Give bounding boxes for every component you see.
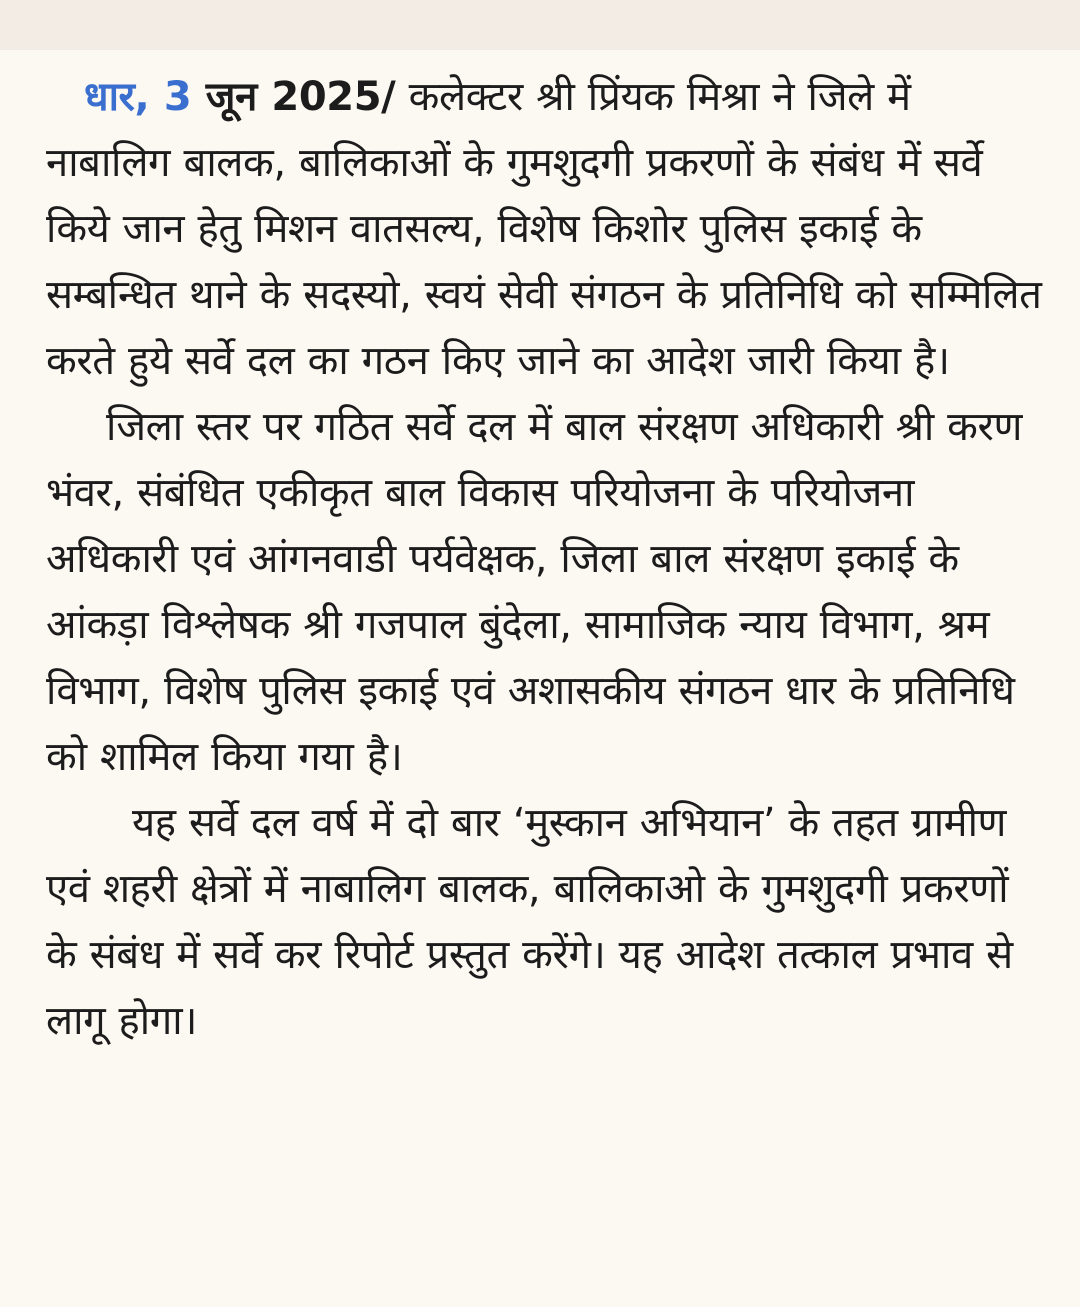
paragraph-1-text: कलेक्टर श्री प्रिंयक मिश्रा ने जिले में नाबालिग बालक, बालिकाओं के गुमशुदगी प्रकरणों के संबंध में सर्वे किये जान हेतु मिशन वातसल्य, विशेष किशोर पुलिस इकाई के सम्बन्धित थाने के सदस्यो, स्वयं सेवी संगठन के प्रतिनिधि को सम्मिलित करते हुये सर्वे दल का गठन किए जाने का आदेश जारी किया है।: [46, 74, 1042, 384]
top-strip: [0, 0, 1080, 50]
paragraph-2: जिला स्तर पर गठित सर्वे दल में बाल संरक्षण अधिकारी श्री करण भंवर, संबंधित एकीकृत बाल विकास परियोजना के परियोजना अधिकारी एवं आंगनवाडी पर्यवेक्षक, जिला बाल संरक्षण इकाई के आंकड़ा विश्लेषक श्री गजपाल बुंदेला, सामाजिक न्याय विभाग, श्रम विभाग, विशेष पुलिस इकाई एवं अशासकीय संगठन धार के प्रतिनिधि को शामिल किया गया है।: [46, 404, 1022, 780]
dateline-place: धार, 3: [84, 74, 192, 120]
dateline-date: जून 2025/: [191, 74, 396, 120]
paragraph-3: यह सर्वे दल वर्ष में दो बार ‘मुस्कान अभियान’ के तहत ग्रामीण एवं शहरी क्षेत्रों में नाबालिग बालक, बालिकाओ के गुमशुदगी प्रकरणों के संबंध में सर्वे कर रिपोर्ट प्रस्तुत करेंगे। यह आदेश तत्काल प्रभाव से लागू होगा।: [46, 800, 1013, 1044]
news-article: [0, 50, 1080, 1307]
paragraph-1: [46, 64, 1042, 394]
